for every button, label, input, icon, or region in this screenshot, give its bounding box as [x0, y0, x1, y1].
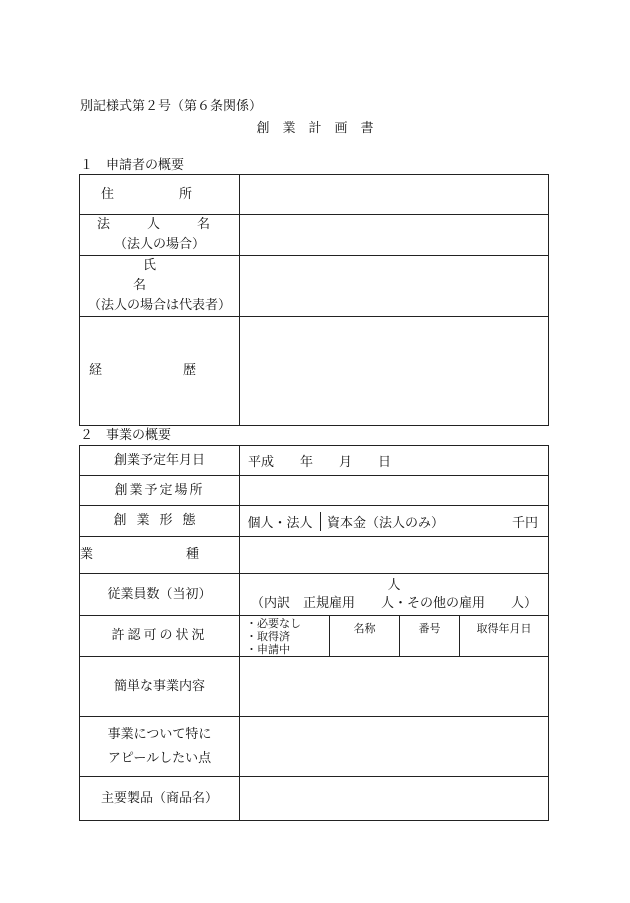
permit-name-column[interactable]: 名称 [330, 616, 400, 656]
capital-field[interactable] [321, 512, 548, 531]
row-start-date [80, 446, 549, 476]
employees-breakdown: （内訳 正規雇用 人・その他の雇用 人） [250, 595, 537, 611]
start-date-field[interactable]: 平成 年 月 日 [240, 446, 549, 476]
row-person-name [80, 256, 549, 317]
permit-option-none[interactable]: ・必要なし [246, 617, 301, 630]
section-1-heading: １ 申請者の概要 [80, 158, 185, 173]
row-appeal [80, 717, 549, 777]
business-desc-field[interactable] [240, 657, 549, 717]
row-career [80, 317, 549, 426]
person-name-note: （法人の場合は代表者） [87, 298, 231, 313]
address-label: 住 所 [80, 175, 240, 215]
products-label: 主要製品（商品名） [80, 777, 240, 821]
address-field[interactable] [240, 175, 549, 215]
row-permit [80, 616, 549, 657]
form-type[interactable]: 個人・法人 [240, 512, 321, 531]
form-field [240, 506, 549, 537]
row-industry [80, 537, 549, 574]
row-employees [80, 574, 549, 616]
row-address [80, 175, 549, 215]
person-name-field[interactable] [240, 256, 549, 317]
permit-number-column[interactable]: 番号 [400, 616, 460, 656]
row-corp-name [80, 215, 549, 256]
permit-options[interactable] [240, 616, 330, 656]
employees-field[interactable] [240, 574, 549, 616]
business-desc-label: 簡単な事業内容 [80, 657, 240, 717]
document-title: 創業計画書 [256, 121, 387, 136]
business-table [79, 445, 549, 821]
applicant-table [79, 174, 549, 426]
permit-field [240, 616, 549, 657]
permit-option-acquired[interactable]: ・取得済 [246, 630, 290, 643]
form-label: 創業形態 [80, 506, 240, 537]
capital-unit: 千円 [511, 515, 538, 531]
row-business-desc [80, 657, 549, 717]
employees-unit: 人 [387, 577, 401, 593]
row-location [80, 476, 549, 506]
row-business-form [80, 506, 549, 537]
section-2-heading: ２ 事業の概要 [80, 428, 172, 443]
location-field[interactable] [240, 476, 549, 506]
permit-option-applying[interactable]: ・申請中 [246, 643, 290, 656]
capital-label: 資本金（法人のみ） [327, 515, 445, 531]
start-date-label: 創業予定年月日 [80, 446, 240, 476]
row-products [80, 777, 549, 821]
products-field[interactable] [240, 777, 549, 821]
location-label: 創業予定場所 [80, 476, 240, 506]
industry-label: 業 種 [80, 537, 240, 574]
career-label: 経 歴 [80, 317, 240, 426]
corp-name-field[interactable] [240, 215, 549, 256]
industry-field[interactable] [240, 537, 549, 574]
appeal-label: 事業について特に アピールしたい点 [80, 717, 240, 777]
career-field[interactable] [240, 317, 549, 426]
corp-name-label: 法 人 名 （法人の場合） [80, 215, 240, 256]
form-reference: 別記様式第２号（第６条関係） [80, 99, 263, 114]
employees-label: 従業員数（当初） [80, 574, 240, 616]
appeal-field[interactable] [240, 717, 549, 777]
corp-name-note: （法人の場合） [113, 237, 205, 252]
person-name-label: 氏 名 （法人の場合は代表者） [80, 256, 240, 317]
permit-date-column[interactable]: 取得年月日 [476, 622, 532, 635]
permit-label: 許認可の状況 [80, 616, 240, 657]
